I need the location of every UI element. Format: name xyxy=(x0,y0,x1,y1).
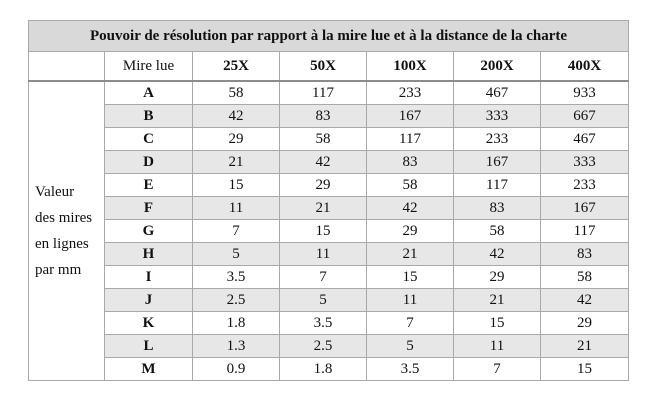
value-cell: 29 xyxy=(367,220,454,243)
value-cell: 11 xyxy=(193,197,280,220)
resolution-table-container xyxy=(28,20,628,381)
value-cell: 333 xyxy=(541,151,629,174)
value-cell: 467 xyxy=(541,128,629,151)
mire-letter-cell: A xyxy=(105,81,193,105)
table-row xyxy=(29,128,629,151)
resolution-table xyxy=(28,20,629,381)
table-body xyxy=(29,81,629,381)
table-row xyxy=(29,174,629,197)
value-cell: 3.5 xyxy=(193,266,280,289)
value-cell: 42 xyxy=(367,197,454,220)
value-cell: 15 xyxy=(367,266,454,289)
mire-letter-cell: E xyxy=(105,174,193,197)
value-cell: 15 xyxy=(541,358,629,381)
value-cell: 117 xyxy=(367,128,454,151)
column-header-mire: Mire lue xyxy=(105,52,193,82)
value-cell: 15 xyxy=(193,174,280,197)
column-header-200x: 200X xyxy=(454,52,541,82)
value-cell: 58 xyxy=(367,174,454,197)
value-cell: 83 xyxy=(367,151,454,174)
value-cell: 58 xyxy=(454,220,541,243)
column-header-row xyxy=(29,52,629,82)
value-cell: 11 xyxy=(454,335,541,358)
value-cell: 167 xyxy=(367,105,454,128)
table-row xyxy=(29,105,629,128)
value-cell: 1.8 xyxy=(280,358,367,381)
value-cell: 29 xyxy=(454,266,541,289)
table-row xyxy=(29,335,629,358)
value-cell: 167 xyxy=(541,197,629,220)
value-cell: 3.5 xyxy=(367,358,454,381)
value-cell: 167 xyxy=(454,151,541,174)
table-row xyxy=(29,358,629,381)
table-title: Pouvoir de résolution par rapport à la mire lue et à la distance de la charte xyxy=(29,21,629,52)
value-cell: 21 xyxy=(454,289,541,312)
value-cell: 21 xyxy=(367,243,454,266)
value-cell: 117 xyxy=(454,174,541,197)
value-cell: 15 xyxy=(280,220,367,243)
value-cell: 42 xyxy=(541,289,629,312)
value-cell: 933 xyxy=(541,81,629,105)
table-row xyxy=(29,266,629,289)
table-row xyxy=(29,312,629,335)
column-header-25x: 25X xyxy=(193,52,280,82)
value-cell: 7 xyxy=(454,358,541,381)
value-cell: 42 xyxy=(280,151,367,174)
value-cell: 58 xyxy=(280,128,367,151)
mire-letter-cell: H xyxy=(105,243,193,266)
corner-cell xyxy=(29,52,105,82)
value-cell: 467 xyxy=(454,81,541,105)
column-header-400x: 400X xyxy=(541,52,629,82)
value-cell: 1.3 xyxy=(193,335,280,358)
mire-letter-cell: L xyxy=(105,335,193,358)
table-row xyxy=(29,197,629,220)
value-cell: 29 xyxy=(541,312,629,335)
value-cell: 83 xyxy=(541,243,629,266)
value-cell: 0.9 xyxy=(193,358,280,381)
column-header-100x: 100X xyxy=(367,52,454,82)
value-cell: 117 xyxy=(280,81,367,105)
value-cell: 2.5 xyxy=(193,289,280,312)
value-cell: 21 xyxy=(193,151,280,174)
mire-letter-cell: J xyxy=(105,289,193,312)
value-cell: 11 xyxy=(367,289,454,312)
mire-letter-cell: B xyxy=(105,105,193,128)
row-group-label xyxy=(29,81,105,381)
mire-letter-cell: D xyxy=(105,151,193,174)
value-cell: 42 xyxy=(193,105,280,128)
mire-letter-cell: K xyxy=(105,312,193,335)
table-row xyxy=(29,289,629,312)
value-cell: 7 xyxy=(367,312,454,335)
value-cell: 7 xyxy=(280,266,367,289)
value-cell: 1.8 xyxy=(193,312,280,335)
value-cell: 3.5 xyxy=(280,312,367,335)
value-cell: 233 xyxy=(541,174,629,197)
mire-letter-cell: G xyxy=(105,220,193,243)
table-row xyxy=(29,220,629,243)
value-cell: 667 xyxy=(541,105,629,128)
table-row xyxy=(29,151,629,174)
value-cell: 233 xyxy=(367,81,454,105)
value-cell: 5 xyxy=(367,335,454,358)
table-row xyxy=(29,243,629,266)
value-cell: 83 xyxy=(454,197,541,220)
value-cell: 117 xyxy=(541,220,629,243)
value-cell: 58 xyxy=(193,81,280,105)
mire-letter-cell: C xyxy=(105,128,193,151)
table-row xyxy=(29,81,629,105)
column-header-50x: 50X xyxy=(280,52,367,82)
row-group-label-line: en lignes xyxy=(35,236,89,252)
value-cell: 333 xyxy=(454,105,541,128)
mire-letter-cell: F xyxy=(105,197,193,220)
mire-letter-cell: I xyxy=(105,266,193,289)
value-cell: 233 xyxy=(454,128,541,151)
row-group-label-line: par mm xyxy=(35,262,82,278)
value-cell: 11 xyxy=(280,243,367,266)
value-cell: 15 xyxy=(454,312,541,335)
value-cell: 2.5 xyxy=(280,335,367,358)
value-cell: 29 xyxy=(193,128,280,151)
value-cell: 5 xyxy=(193,243,280,266)
value-cell: 5 xyxy=(280,289,367,312)
row-group-label-line: des mires xyxy=(35,210,93,226)
row-group-label-line: Valeur xyxy=(35,184,75,200)
value-cell: 42 xyxy=(454,243,541,266)
value-cell: 29 xyxy=(280,174,367,197)
value-cell: 7 xyxy=(193,220,280,243)
value-cell: 21 xyxy=(541,335,629,358)
value-cell: 83 xyxy=(280,105,367,128)
value-cell: 58 xyxy=(541,266,629,289)
value-cell: 21 xyxy=(280,197,367,220)
mire-letter-cell: M xyxy=(105,358,193,381)
